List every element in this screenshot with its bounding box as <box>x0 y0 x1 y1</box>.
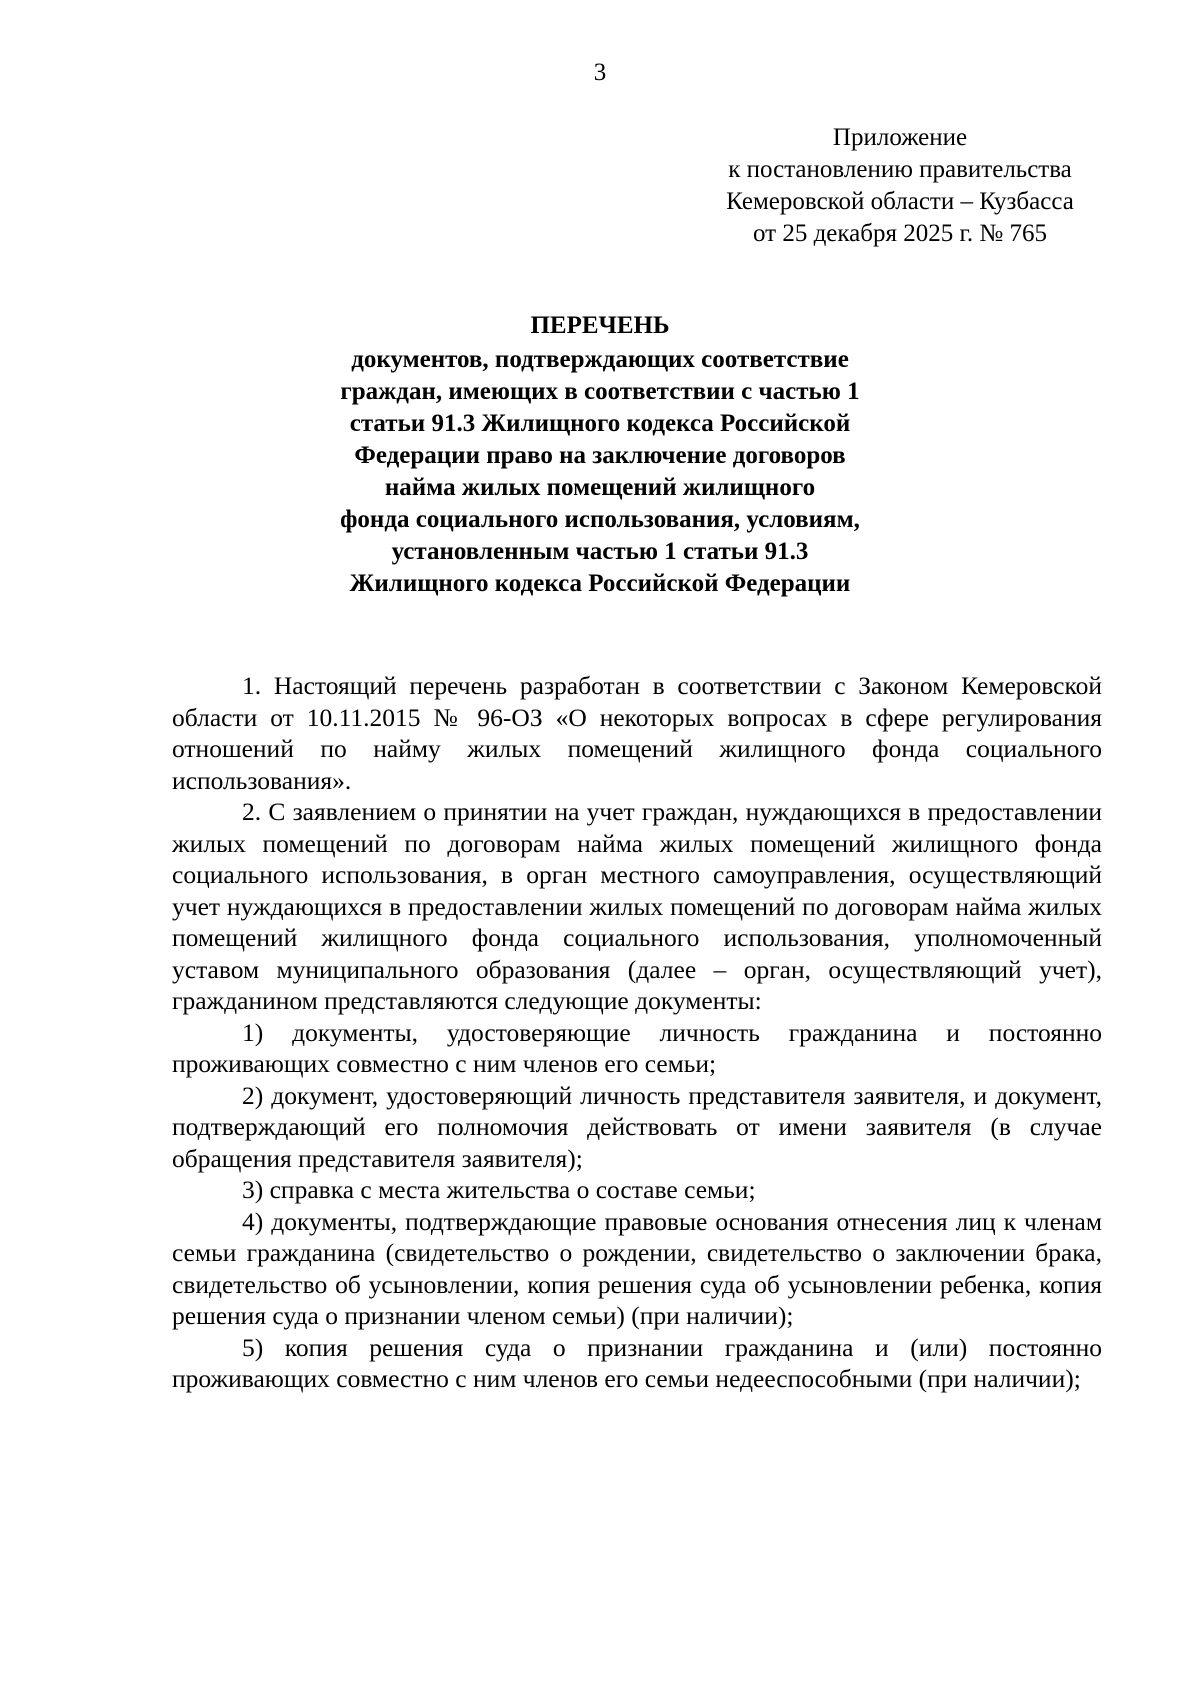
paragraph: 2. С заявлением о принятии на учет граждан, нуждающихся в предоставлении жилых помещений по договорам найма жилых помещений жилищного фонда социального использования, в орган местного самоуправления, осуществляющий учет нуждающихся в предоставлении жилых помещений по договорам найма жилых помещений жилищного фонда социального использования, уполномоченный уставом муниципального образования (далее – орган, осуществляющий учет), гражданином представляются следующие документы: <box>172 797 1102 1015</box>
list-item: 3) справка с места жительства о составе семьи; <box>242 1175 756 1204</box>
page-number: 3 <box>593 59 607 86</box>
list-item: 1) документы, удостоверяющие личность гражданина и постоянно проживающих совместно с ним членов его семьи; <box>172 1017 1102 1078</box>
appendix-line: Кемеровской области – Кузбасса <box>726 188 1074 215</box>
title-line: статьи 91.3 Жилищного кодекса Российской <box>349 410 851 437</box>
appendix-line: Приложение <box>832 124 968 151</box>
title-line: Жилищного кодекса Российской Федерации <box>349 570 851 597</box>
appendix-block <box>690 122 1110 250</box>
list-item: 5) копия решения суда о признании гражданина и (или) постоянно проживающих совместно с ним членов его семьи недееспособными (при наличии); <box>172 1332 1102 1393</box>
title-line: Федерации право на заключение договоров <box>354 442 846 469</box>
document-body <box>172 670 1102 1395</box>
document-title <box>0 310 1200 600</box>
list-item: 2) документ, удостоверяющий личность представителя заявителя, и документ, подтверждающий его полномочия действовать от имени заявителя (в случае обращения представителя заявителя); <box>172 1080 1102 1173</box>
paragraph: 1. Настоящий перечень разработан в соответствии с Законом Кемеровской области от 10.11.2015 № 96-ОЗ «О некоторых вопросах в сфере регулирования отношений по найму жилых помещений жилищного фонда социального использования». <box>172 671 1102 795</box>
title-line: найма жилых помещений жилищного <box>384 474 816 501</box>
title-heading: ПЕРЕЧЕНЬ <box>530 312 670 339</box>
title-line: фонда социального использования, условиям, <box>340 506 860 533</box>
list-item: 4) документы, подтверждающие правовые основания отнесения лиц к членам семьи гражданина (свидетельство о рождении, свидетельство о заключении брака, свидетельство об усыновлении, копия решения суда об усыновлении ребенка, копия решения суда о признании членом семьи) (при наличии); <box>172 1206 1102 1330</box>
title-line: документов, подтверждающих соответствие <box>351 346 849 373</box>
appendix-line: к постановлению правительства <box>728 156 1072 183</box>
appendix-line: от 25 декабря 2025 г. № 765 <box>752 220 1048 247</box>
title-line: граждан, имеющих в соответствии с частью 1 <box>340 378 860 405</box>
title-line: установленным частью 1 статьи 91.3 <box>391 538 809 565</box>
